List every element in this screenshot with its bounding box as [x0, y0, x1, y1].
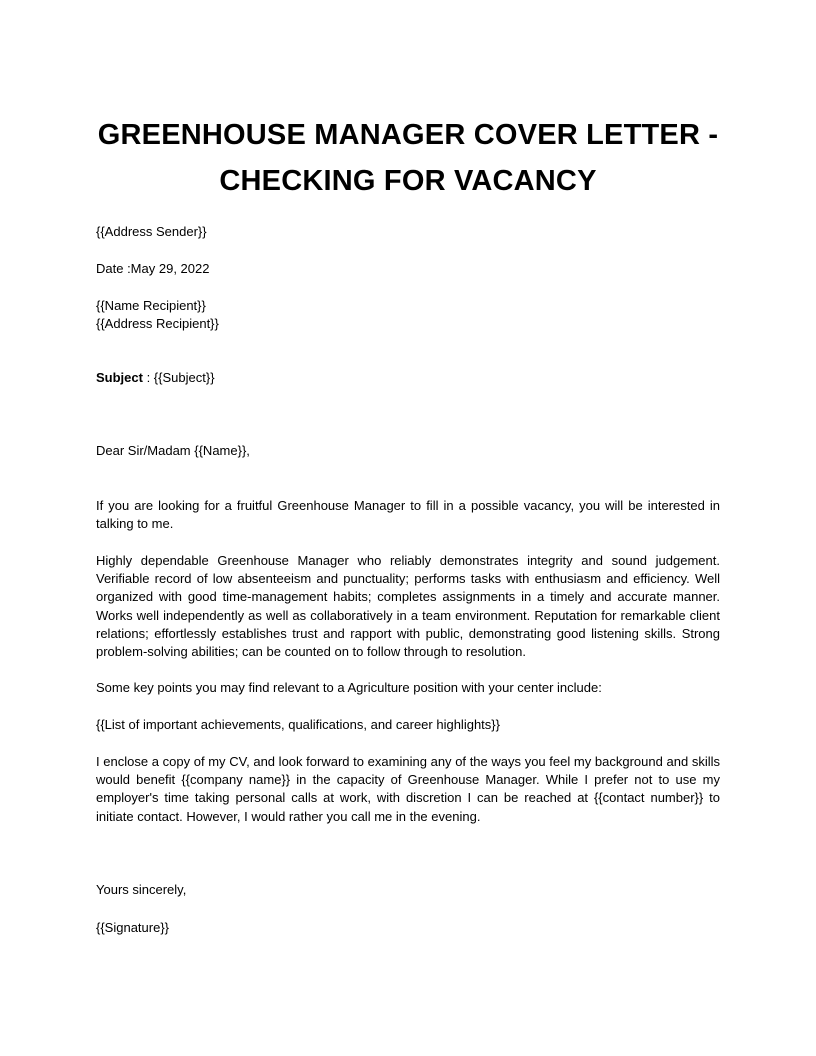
closing-phrase: Yours sincerely,: [96, 882, 187, 897]
recipient-name: {{Name Recipient}}: [96, 298, 206, 313]
paragraph-closing-body: I enclose a copy of my CV, and look forward to examining any of the ways you feel my background and skills would benefit {{company name}} in the capacity of Greenhouse Manager. While I prefer not to use my employer's time taking personal calls at work, with discretion I can be reached at {{contact number}} to initiate contact. However, I would rather you call me in the evening.: [96, 754, 720, 824]
subject-label: Subject: [96, 370, 143, 385]
subject-value: : {{Subject}}: [142, 370, 215, 385]
signature-placeholder: {{Signature}}: [96, 920, 170, 935]
subject-line: [96, 369, 720, 387]
paragraph-achievements-placeholder: {{List of important achievements, qualifications, and career highlights}}: [96, 717, 500, 732]
document-title: GREENHOUSE MANAGER COVER LETTER - CHECKING FOR VACANCY: [97, 119, 719, 197]
letter-date: Date :May 29, 2022: [96, 261, 210, 276]
salutation: Dear Sir/Madam {{Name}},: [96, 443, 250, 458]
paragraph-key-points: Some key points you may find relevant to a Agriculture position with your center include:: [96, 680, 602, 695]
paragraph-intro: If you are looking for a fruitful Greenhouse Manager to fill in a possible vacancy, you will be interested in talking to me.: [96, 498, 720, 532]
sender-address: {{Address Sender}}: [96, 224, 207, 239]
recipient-address: {{Address Recipient}}: [96, 316, 219, 331]
paragraph-qualifications: Highly dependable Greenhouse Manager who reliably demonstrates integrity and sound judgement. Verifiable record of low absenteeism and punctuality; performs tasks with enthusiasm and efficiency. Well organized with good time-management habits; completes assignments in a timely and accurate manner. Works well independently as well as collaboratively in a team environment. Reputation for remarkable client relations; effortlessly establishes trust and rapport with public, demonstrating good listening skills. Strong problem-solving abilities; can be counted on to follow through to resolution.: [96, 553, 720, 660]
